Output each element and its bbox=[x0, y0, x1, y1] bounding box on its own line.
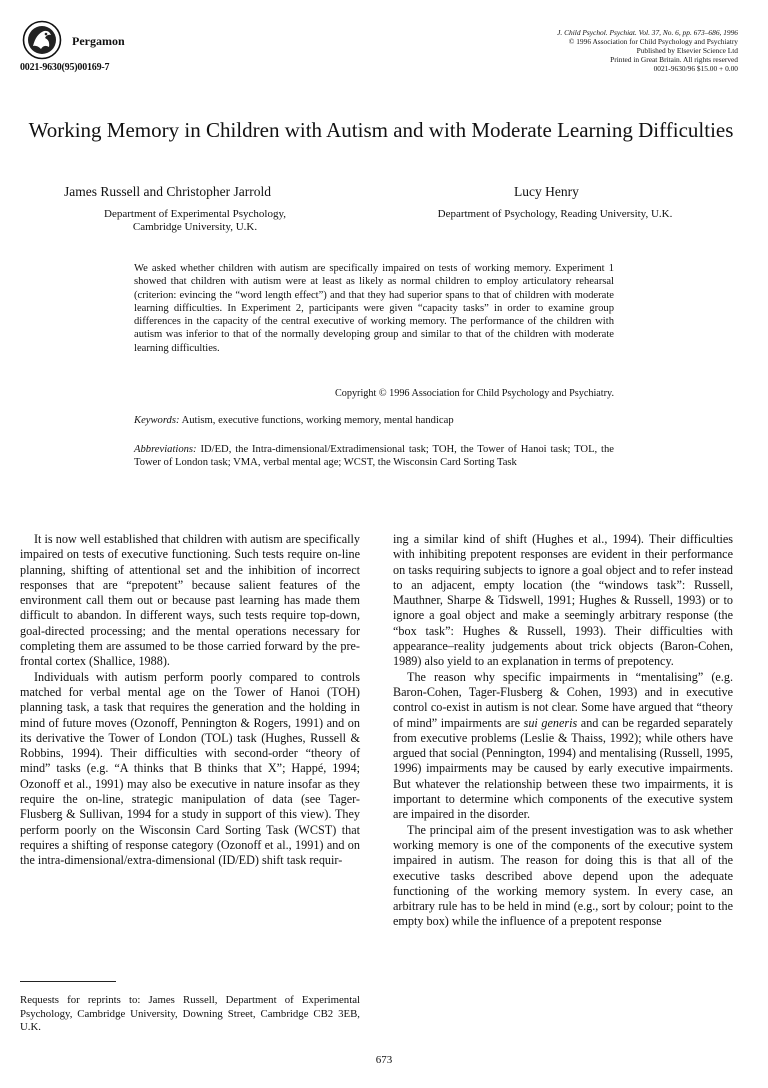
copyright-notice: Copyright © 1996 Association for Child Psychology and Psychiatry. bbox=[334, 388, 614, 399]
body-paragraph: The principal aim of the present investigation was to ask whether working memory is one of the components of the executive system impaired in autism. The reason for doing this is that all of the executive tasks described above depend upon the adequate functioning of the working memory system. In every case, an arbitrary rule has to be held in mind (e.g., sort by colour; point to the empty box) while the influence of a prepotent response bbox=[393, 822, 733, 929]
body-paragraph-continuation: ing a similar kind of shift (Hughes et al., 1994). Their difficulties with inhibiting prepotent responses are evident in their performance on tasks requiring subjects to ignore a goal object and to refer instead to an adjacent, empty location (the “windows task”: Russell, Mauthner, Sharpe & Tidswell, 1991; Hughes & Russell, 1993) or to ignore a goal object and make a seemingly arbitrary response (the “box task”: Hughes & Russell, 1993). Their difficulties with appearance–reality judgements about trick objects (Baron-Cohen, 1989) also yield to an explanation in terms of prepotency. bbox=[393, 532, 733, 669]
body-paragraph: It is now well established that children with autism are specifically impaired on tests of executive functioning. Such tests require on-line planning, shifting of attentional set and the inhibition of incorrect responses that are “prepotent” because salient features of the environment call them out or because past learning has made them difficult to abandon. In different ways, such tests require top-down, goal-directed processing; and the mental operations necessary for completing them are assumed to be those carried forward by the pre-frontal cortex (Shallice, 1988). bbox=[20, 532, 360, 669]
body-column-left bbox=[20, 532, 360, 869]
page-number: 673 bbox=[375, 1054, 393, 1066]
body-text-italic: sui generis bbox=[523, 715, 578, 730]
body-paragraph bbox=[393, 670, 733, 823]
footnote-rule bbox=[20, 981, 116, 982]
keywords bbox=[134, 415, 614, 426]
journal-publisher: Published by Elsevier Science Ltd bbox=[636, 46, 738, 55]
journal-info bbox=[458, 28, 738, 73]
journal-copyright: © 1996 Association for Child Psychology and Psychiatry bbox=[568, 37, 738, 46]
journal-code: 0021-9630/96 $15.00 + 0.00 bbox=[653, 64, 738, 73]
issn: 0021-9630(95)00169-7 bbox=[20, 62, 110, 73]
body-text: The reason why specific impairments in “mentalising” (e.g. Baron-Cohen, Tager-Flusberg & Cohen, 1993) and in executive control co-exist in autism is not clear. Some have argued that “theory of mind” impairments are bbox=[393, 669, 733, 730]
abbreviations bbox=[134, 443, 614, 470]
affiliation-group-1-line-2: Cambridge University, U.K. bbox=[132, 221, 258, 233]
affiliation-group-1 bbox=[70, 208, 320, 234]
abbreviations-label: Abbreviations: bbox=[134, 444, 197, 455]
journal-printed: Printed in Great Britain. All rights reserved bbox=[610, 55, 738, 64]
pergamon-logo-icon bbox=[22, 20, 62, 60]
publisher-name: Pergamon bbox=[72, 34, 125, 48]
keywords-label: Keywords: bbox=[134, 415, 180, 426]
affiliation-group-2: Department of Psychology, Reading University, U.K. bbox=[437, 208, 673, 220]
abbreviations-text: ID/ED, the Intra-dimensional/Extradimensional task; TOH, the Tower of Hanoi task; TOL, the Tower of London task; VMA, verbal mental age; WCST, the Wisconsin Card Sorting Task bbox=[134, 444, 615, 469]
affiliation-group-1-line-1: Department of Experimental Psychology, bbox=[104, 208, 286, 220]
authors-group-2: Lucy Henry bbox=[514, 184, 579, 199]
journal-citation: J. Child Psychol. Psychiat. Vol. 37, No. 6, pp. 673–686, 1996 bbox=[557, 28, 738, 37]
reprint-footnote: Requests for reprints to: James Russell, Department of Experimental Psychology, Cambridge University, Downing Street, Cambridge CB2 3EB, U.K. bbox=[20, 994, 360, 1033]
body-column-right bbox=[393, 532, 733, 930]
authors-group-1: James Russell and Christopher Jarrold bbox=[64, 184, 271, 199]
article-title: Working Memory in Children with Autism and with Moderate Learning Difficulties bbox=[28, 118, 734, 142]
abstract: We asked whether children with autism are specifically impaired on tests of working memory. Experiment 1 showed that children with autism were at least as likely as normal children to employ articulatory rehearsal (criterion: evincing the “word length effect”) and that they had superior spans to that of children with moderate learning difficulties. In Experiment 2, participants were given “capacity tasks” in order to examine group differences in the capacity of the central executive of working memory. The performance of the children with autism was inferior to that of the normally developing group and similar to that of the children with moderate learning difficulties. bbox=[134, 263, 614, 354]
keywords-text: Autism, executive functions, working memory, mental handicap bbox=[181, 415, 454, 426]
body-paragraph: Individuals with autism perform poorly compared to controls matched for verbal mental age on the Tower of Hanoi (TOH) planning task, a task that requires the generation and the holding in mind of future moves (Ozonoff, Pennington & Rogers, 1991) and on its derivative the Tower of London (TOL) task (Hughes, Russell & Robbins, 1994). Their difficulties with second-order “theory of mind” tasks (e.g. “A thinks that B thinks that X”; Happé, 1994; Ozonoff et al., 1991) may also be executive in nature insofar as they require the on-line, strategic manipulation of data (see Tager-Flusberg & Sullivan, 1994 for a study in support of this view). They perform poorly on the Wisconsin Card Sorting Task (WCST) that requires a shifting of response category (Ozonoff et al., 1991) and on the intra-dimensional/extra-dimensional (ID/ED) shift task requir- bbox=[20, 669, 360, 868]
body-text: and can be regarded separately from executive problems (Leslie & Thaiss, 1992); while others have argued that social (Pennington, 1994) and mentalising (Russell, 1995, 1996) impairments may be caused by early executive impairments. But whatever the relationship between these two impairments, it is important to determine which components of the executive system are impaired in the disorder. bbox=[393, 715, 733, 822]
